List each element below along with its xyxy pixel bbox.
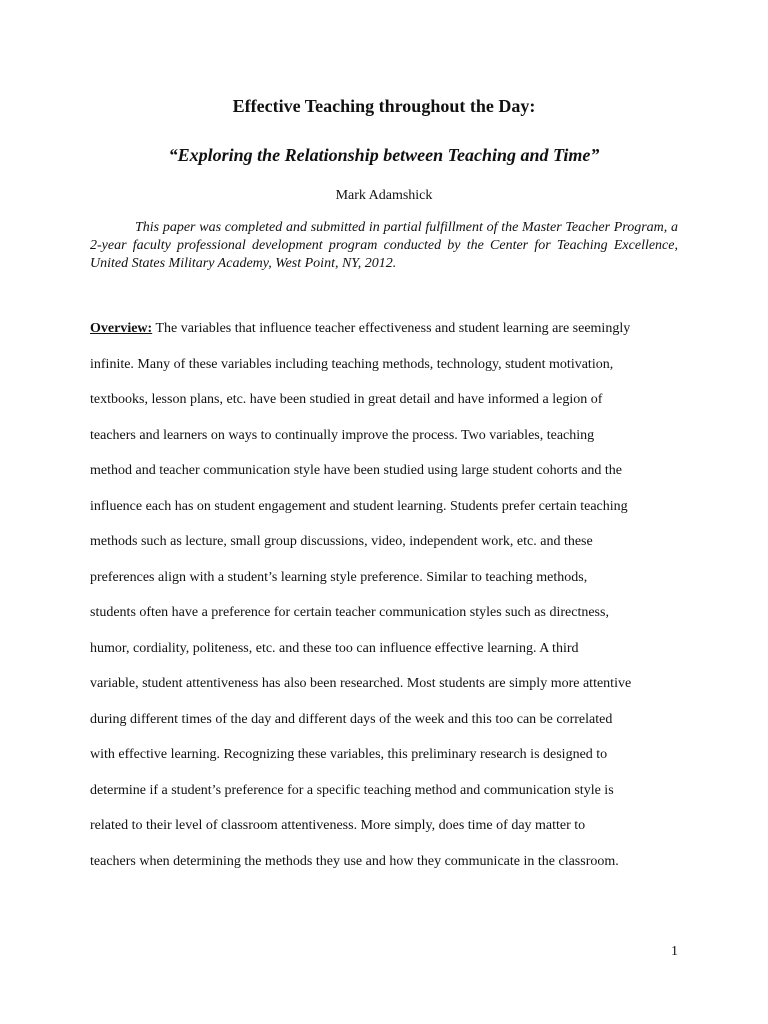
overview-line: textbooks, lesson plans, etc. have been studied in great detail and have informed a legion of bbox=[90, 392, 603, 407]
submission-note: This paper was completed and submitted in partial fulfillment of the Master Teacher Program, a 2-year faculty professional development program conducted by the Center for Teaching Excellence, United States Military Academy, West Point, NY, 2012. bbox=[90, 220, 678, 271]
author-name: Mark Adamshick bbox=[335, 188, 433, 203]
overview-paragraph bbox=[90, 311, 690, 879]
overview-line-text: The variables that influence teacher effectiveness and student learning are seemingly bbox=[152, 321, 631, 336]
document-title: Effective Teaching throughout the Day: bbox=[232, 96, 536, 116]
overview-line: related to their level of classroom attentiveness. More simply, does time of day matter to bbox=[90, 818, 586, 833]
overview-line: methods such as lecture, small group discussions, video, independent work, etc. and these bbox=[90, 534, 593, 549]
overview-line: determine if a student’s preference for a specific teaching method and communication style is bbox=[90, 782, 614, 798]
overview-line: humor, cordiality, politeness, etc. and these too can influence effective learning. A third bbox=[90, 640, 579, 656]
overview-line: method and teacher communication style have been studied using large student cohorts and the bbox=[90, 463, 622, 478]
overview-line: during different times of the day and different days of the week and this too can be correlated bbox=[90, 711, 613, 727]
overview-line: teachers and learners on ways to continually improve the process. Two variables, teaching bbox=[90, 427, 595, 443]
overview-line: influence each has on student engagement and student learning. Students prefer certain teaching bbox=[90, 498, 628, 514]
overview-line: variable, student attentiveness has also been researched. Most students are simply more attentive bbox=[90, 676, 632, 691]
overview-line: students often have a preference for certain teacher communication styles such as directness, bbox=[90, 605, 609, 620]
overview-line: teachers when determining the methods they use and how they communicate in the classroom. bbox=[90, 853, 619, 869]
document-subtitle: “Exploring the Relationship between Teaching and Time” bbox=[168, 145, 600, 165]
overview-line: infinite. Many of these variables including teaching methods, technology, student motivation, bbox=[90, 356, 614, 372]
overview-heading: Overview: bbox=[90, 321, 153, 336]
overview-line: with effective learning. Recognizing these variables, this preliminary research is designed to bbox=[90, 747, 608, 762]
overview-line: preferences align with a student’s learning style preference. Similar to teaching methods, bbox=[90, 569, 588, 585]
page-number: 1 bbox=[671, 944, 678, 959]
overview-line bbox=[90, 311, 690, 347]
